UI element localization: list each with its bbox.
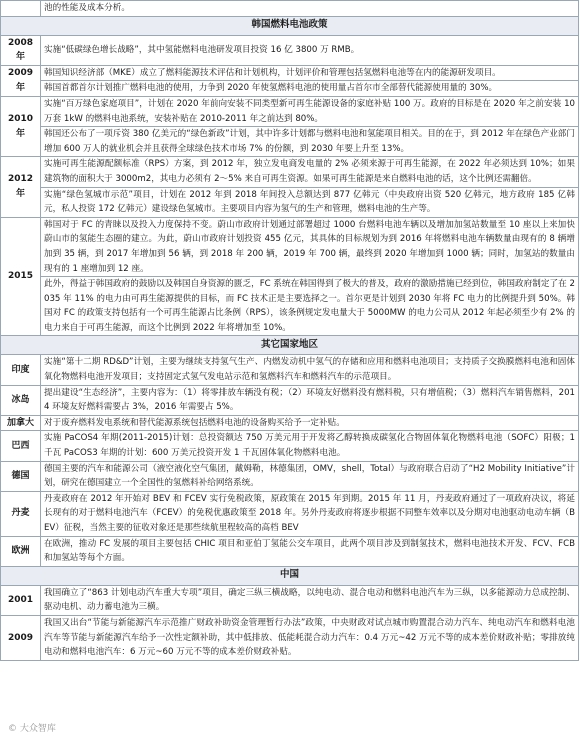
table-row (1, 536, 579, 566)
table-row (1, 81, 579, 97)
row-label: 2009 (1, 615, 41, 660)
row-content: 实施“百万绿色家庭项目”，计划在 2020 年前向安装不同类型新可再生能源设备的家庭补贴 100 万。政府的目标是在 2020 年之前安装 10 万套 1kW 的燃料电池系统，安装补贴在 2010-2011 年之前达到 80%。 (41, 96, 579, 126)
row-label: 2009 年 (1, 65, 41, 96)
row-content: 提出建设“生态经济”，主要内容为：（1）将零排放车辆没有税；（2）环境友好燃料没有燃料税，只有增值税；（3）燃料汽车销售燃料，2014 环境友好燃料需要占 3%，2016 年需要占 5%。 (41, 385, 579, 415)
table-row (1, 385, 579, 415)
table-row (1, 355, 579, 385)
section-header-china (1, 566, 579, 585)
table-row (1, 415, 579, 431)
row-content: 我国确立了“863 计划电动汽车重大专项”项目，确定三纵三横战略，以纯电动、混合电动和燃料电池汽车为三纵，以多能源动力总成控制、驱动电机、动力蓄电池为三横。 (41, 585, 579, 615)
row-content: 池的性能及成本分析。 (41, 1, 579, 17)
row-label: 巴西 (1, 431, 41, 461)
row-content: 实施 PaCOS4 年期(2011-2015)计划：总投资额达 750 万美元用于开发将乙醇转换成碳氢化合物固体氧化物燃料电池（SOFC）阳极；1 千瓦 PaCOS3 年期的计划：600 万美元投资开发 1 千瓦固体氧化物燃料电池。 (41, 431, 579, 461)
row-label: 2001 (1, 585, 41, 615)
section-title: 其它国家地区 (1, 336, 579, 355)
row-content: 韩国首都首尔计划推广燃料电池的使用，力争到 2020 年使氢燃料电池的使用量占首尔市全部替代能源使用量的 30%。 (41, 81, 579, 97)
row-label: 2010 年 (1, 96, 41, 156)
row-content: 韩国还公布了一项斥资 380 亿美元的“绿色新政”计划，其中许多计划都与燃料电池和氢能项目相关。目的在于，到 2012 年在绿色产业部门增加 600 万人的就业机会并且获得全球绿色技术市场 7% 的份额，到 2030 年要上升至 13%。 (41, 127, 579, 157)
section-header-korea (1, 16, 579, 35)
table-row (1, 35, 579, 65)
row-content: 德国主要的汽车和能源公司（液空液化空气集团，戴姆勒，林德集团，OMV，shell，Total）与政府联合启动了“H2 Mobility Initiative”计划，研究在德国建立一个全国性的氢燃料补给网络系统。 (41, 461, 579, 491)
table-row (1, 491, 579, 536)
row-content: 实施可再生能源配额标准（RPS）方案，到 2012 年，独立发电商发电量的 2% 必须来源于可再生能源，在 2022 年必须达到 10%；如果建筑物的面积大于 3000m2，其电力必须有 2～5% 来自可再生资源。如果可再生能源是来自燃料电池的话，这个比例还需翻倍。 (41, 157, 579, 187)
table-row (1, 431, 579, 461)
row-label: 2015 (1, 217, 41, 336)
section-title: 中国 (1, 566, 579, 585)
row-content: 对于废弃燃料发电系统和替代能源系统包括燃料电池的设备购买给予一定补贴。 (41, 415, 579, 431)
section-header-other (1, 336, 579, 355)
table-row (1, 585, 579, 615)
row-label: 印度 (1, 355, 41, 385)
row-content: 此外，得益于韩国政府的鼓励以及韩国自身资源的匮乏，FC 系统在韩国得到了极大的普及，政府的激励措施已经到位，韩国政府制定了在 2035 年 11% 的电力由可再生能源提供的目标，而 FC 技术正是主要选择之一。首尔更是计划到 2030 年将 FC 电力的比例提升到 50%。韩国对 FC 的政策支持包括有一个可再生能源占比条例（RPS），该条例规定发电量大于 5000MW 的电力公司从 2012 年起必须至少有 2% 的电力来自于可再生能源，而这个比例到 2022 年将增加至 10%。 (41, 277, 579, 336)
row-label: 2008 年 (1, 35, 41, 65)
table-row (1, 461, 579, 491)
row-content: 在欧洲，推动 FC 发展的项目主要包括 CHIC 项目和亚伯丁氢能公交车项目，此两个项目涉及到制氢技术，燃料电池技术开发、FCV、FCB 和加氢站等每个方面。 (41, 536, 579, 566)
row-content: 我国又出台“节能与新能源汽车示范推广财政补助资金管理暂行办法”政策，中央财政对试点城市购置混合动力汽车、纯电动汽车和燃料电池汽车等节能与新能源汽车给予一次性定额补助，其中低排放、低能耗混合动力汽车：0.4 万元~42 万元不等的成本差价财政补贴；零排放纯电动和燃料电池汽车：6 万元~60 万元不等的成本差价财政补贴。 (41, 615, 579, 660)
table-row (1, 217, 579, 276)
row-content: 实施“第十二期 RD&D”计划，主要为继续支持氢气生产、内燃发动机中氢气的存储和应用和燃料电池项目；支持质子交换膜燃料电池和固体氧化物燃料电池开发项目；支持固定式氢气发电站示范和氢燃料汽车和燃料汽车的示范项目。 (41, 355, 579, 385)
watermark-text: © 大众智库 (8, 724, 56, 734)
row-label: 德国 (1, 461, 41, 491)
table-row (1, 157, 579, 187)
row-content: 实施“低碳绿色增长战略”，其中氢能燃料电池研发项目投资 16 亿 3800 万 RMB。 (41, 35, 579, 65)
row-content: 韩国知识经济部（MKE）成立了燃料能源技术评估和计划机构，计划评价和管理包括氢燃料电池等在内的能源研发项目。 (41, 65, 579, 81)
row-content: 丹麦政府在 2012 年开始对 BEV 和 FCEV 实行免税政策，原政策在 2015 年到期。2015 年 11 月，丹麦政府通过了一项政府决议，将延长现有的对于燃料电池汽车（FCEV）的免税优惠政策至 2018 年。另外丹麦政府将逐步根据不同整车效率以及分期对电池驱动电动车辆（BEV）征税，当然主要的征收对象还是那些续航里程较高的高档 BEV (41, 491, 579, 536)
table-row (1, 127, 579, 157)
row-label (1, 1, 41, 17)
row-label: 2012 年 (1, 157, 41, 217)
row-label: 加拿大 (1, 415, 41, 431)
table-row (1, 615, 579, 660)
row-content: 实施“绿色氢城市示范”项目，计划在 2012 年到 2018 年间投入总额达到 877 亿韩元（中央政府出资 520 亿韩元，地方政府 185 亿韩元，私人投资 172 亿韩元）建设绿色氢城市。主要项目内容为氢气的生产和管理，燃料电池的生产等。 (41, 187, 579, 217)
table-row (1, 277, 579, 336)
table-row (1, 1, 579, 17)
row-label: 欧洲 (1, 536, 41, 566)
table-row (1, 96, 579, 126)
row-label: 丹麦 (1, 491, 41, 536)
section-title: 韩国燃料电池政策 (1, 16, 579, 35)
row-label: 冰岛 (1, 385, 41, 415)
table-row (1, 65, 579, 81)
table-row (1, 187, 579, 217)
row-content: 韩国对于 FC 的青睐以及投入力度保持不变。蔚山市政府计划通过部署超过 1000 台燃料电池车辆以及增加加氢站数量至 10 座以上来加快蔚山市的氢能生态圈的建立。为此，蔚山市政府计划投资 455 亿元，其具体的目标规划为到 2016 年将燃料电池车辆数量由现有的 8 辆增加到 35 辆，到 2017 年增加到 56 辆，到 2018 年 200 辆，2019 年 700 辆，最终到 2020 年增加到 1000 辆；同时，加氢站的数量由现有的 1 座增加到 12 座。 (41, 217, 579, 276)
